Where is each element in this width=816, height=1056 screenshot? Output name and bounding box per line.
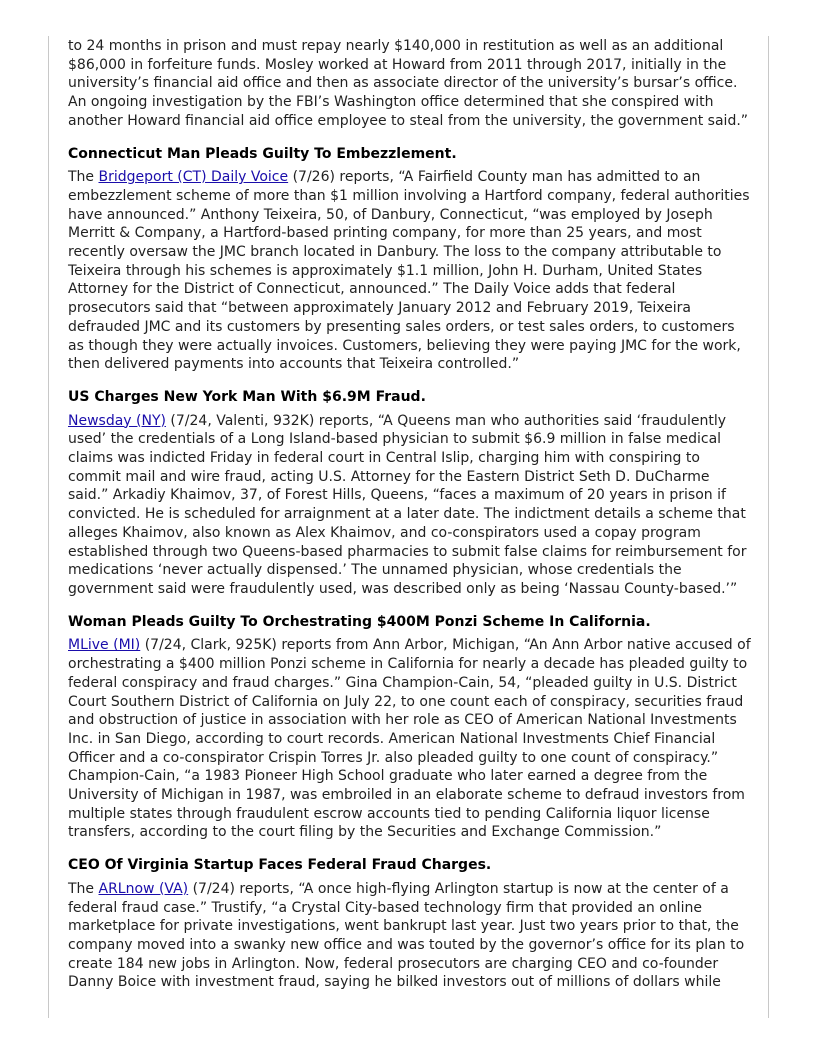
article-body (68, 168, 752, 374)
source-link-bridgeport-daily-voice[interactable]: Bridgeport (CT) Daily Voice (98, 169, 289, 186)
continued-paragraph: to 24 months in prison and must repay nearly $140,000 in restitution as well as an additional $86,000 in forfeiture funds. Mosley worked at Howard from 2011 through 2017, initially in the university’s financial aid office and then as associate director of the university’s bursar’s office. An ongoing investigation by the FBI’s Washington office determined that she conspired with another Howard financial aid office employee to steal from the university, the government said.” (68, 38, 749, 129)
source-link-mlive[interactable]: MLive (MI) (68, 637, 141, 654)
source-link-newsday[interactable]: Newsday (NY) (68, 412, 166, 429)
article-headline: CEO Of Virginia Startup Faces Federal Fraud Charges. (68, 857, 492, 874)
article-text: (7/24, Clark, 925K) reports from Ann Arbor, Michigan, “An Ann Arbor native accused of orchestrating a $400 million Ponzi scheme in California for nearly a decade has pleaded guilty to federal conspiracy and fraud charges.” Gina Champion-Cain, 54, “pleaded guilty in U.S. District Court Southern District of California on July 22, to one count each of conspiracy, securities fraud and obstruction of justice in association with her role as CEO of American National Investments Inc. in San Diego, according to court records. American National Investments Chief Financial Officer and a co-conspirator Crispin Torres Jr. also pleaded guilty to one count of conspiracy.” Champion-Cain, “a 1983 Pioneer High School graduate who later earned a degree from the University of Michigan in 1987, was embroiled in an elaborate scheme to defraud investors from multiple states through fraudulent escrow accounts tied to pending California liquor license transfers, according to the court filing by the Securities and Exchange Commission.” (68, 637, 751, 841)
article-lead: The (68, 880, 99, 897)
article-text: (7/24) reports, “A once high-flying Arlington startup is now at the center of a federal fraud case.” Trustify, “a Crystal City-based technology firm that provided an online marketplace for private investigations, went bankrupt last year. Just two years prior to that, the company moved into a swanky new office and was touted by the governor’s office for its plan to create 184 new jobs in Arlington. Now, federal prosecutors are charging CEO and co-founder Danny Boice with investment fraud, saying he bilked investors out of millions of dollars while (68, 880, 745, 991)
article-text: (7/24, Valenti, 932K) reports, “A Queens man who authorities said ‘fraudulently used’ the credentials of a Long Island-based physician to submit $6.9 million in false medical claims was indicted Friday in federal court in Central Islip, charging him with conspiring to commit mail and wire fraud, acting U.S. Attorney for the Eastern District Seth D. DuCharme said.” Arkadiy Khaimov, 37, of Forest Hills, Queens, “faces a maximum of 20 years in prison if convicted. He is scheduled for arraignment at a later date. The indictment details a scheme that alleges Khaimov, also known as Alex Khaimov, and co-conspirators used a copay program established through two Queens-based pharmacies to submit false claims for reimbursement for medications ‘never actually dispensed.’ The unnamed physician, whose credentials the government said were fraudulently used, was described only as being ‘Nassau County-based.’” (68, 412, 747, 597)
article-body (68, 636, 752, 842)
article-body (68, 880, 752, 992)
article-headline: Connecticut Man Pleads Guilty To Embezzlement. (68, 145, 457, 162)
article-headline: Woman Pleads Guilty To Orchestrating $400M Ponzi Scheme In California. (68, 613, 651, 630)
article-new-york (68, 388, 752, 599)
newsletter-body (68, 37, 752, 992)
article-connecticut (68, 145, 752, 374)
article-lead: The (68, 169, 99, 186)
article-body (68, 412, 752, 599)
article-headline: US Charges New York Man With $6.9M Fraud. (68, 388, 426, 405)
left-margin-rule (48, 36, 49, 1018)
article-text: (7/26) reports, “A Fairfield County man has admitted to an embezzlement scheme of more than $1 million involving a Hartford company, federal authorities have announced.” Anthony Teixeira, 50, of Danbury, Connecticut, “was employed by Joseph Merritt & Company, a Hartford-based printing company, for more than 25 years, and most recently oversaw the JMC branch located in Danbury. The loss to the company attributable to Teixeira through his schemes is approximately $1.1 million, John H. Durham, United States Attorney for the District of Connecticut, announced.” The Daily Voice adds that federal prosecutors said that “between approximately January 2012 and February 2019, Teixeira defrauded JMC and its customers by presenting sales orders, or test sales orders, to customers as though they were actually invoices. Customers, believing they were paying JMC for the work, then delivered payments into accounts that Teixeira controlled.” (68, 169, 750, 373)
article-virginia (68, 856, 752, 992)
article-california (68, 613, 752, 842)
right-margin-rule (768, 36, 769, 1018)
source-link-arlnow[interactable]: ARLnow (VA) (98, 880, 189, 897)
